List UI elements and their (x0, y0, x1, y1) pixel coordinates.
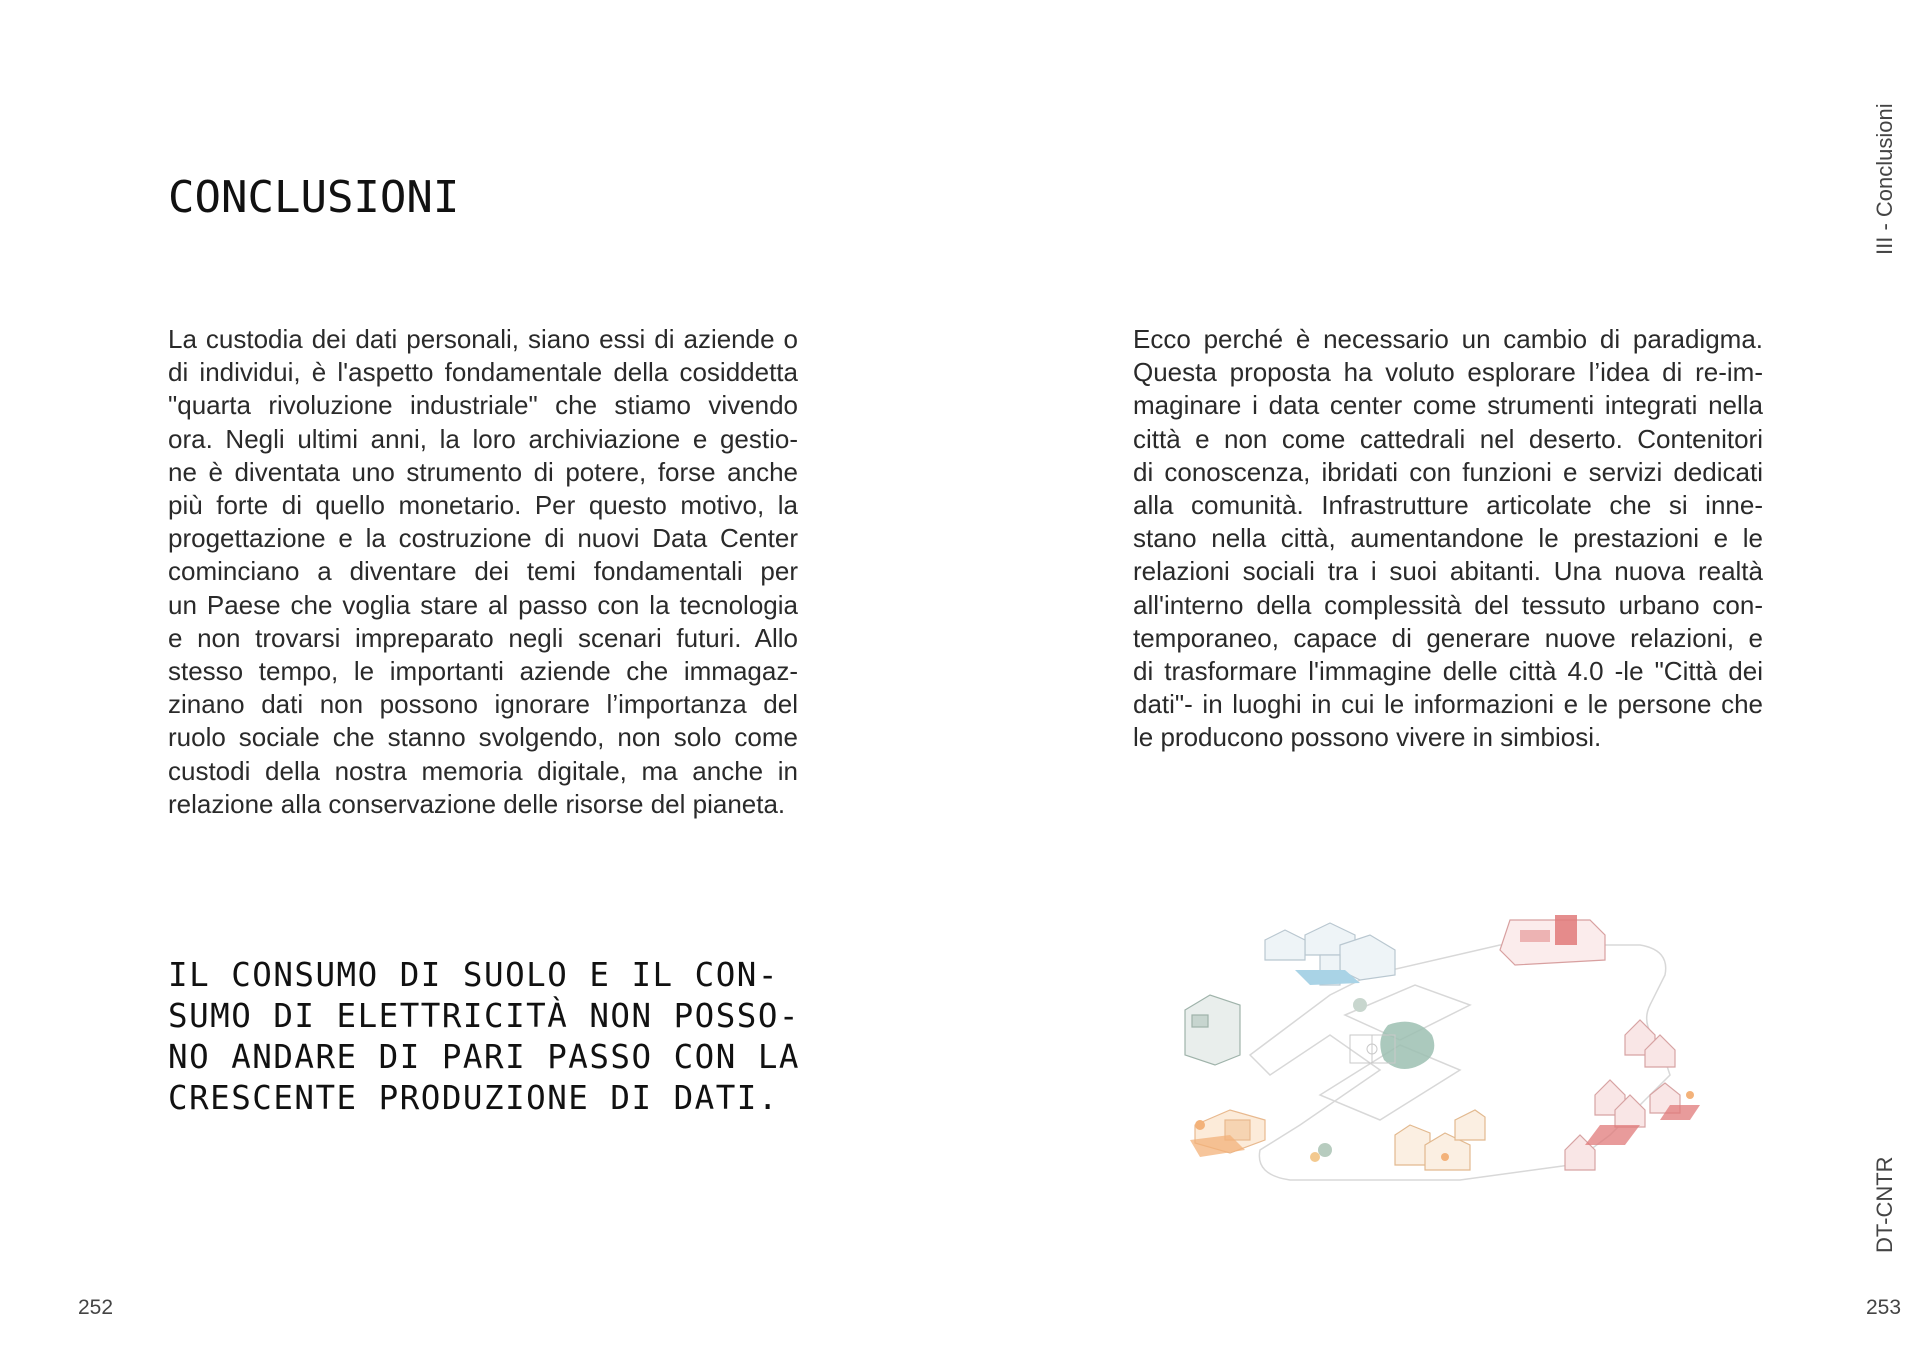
text-line: di individui, è l'aspetto fondamentale della cosiddetta (168, 357, 798, 388)
text-line: stesso tempo, le importanti aziende che immagaz- (168, 656, 798, 687)
page-number-right: 253 (1866, 1296, 1902, 1319)
text-line: ora. Negli ultimi anni, la loro archiviazione e gestio- (168, 423, 798, 454)
text-line: zinano dati non possono ignorare l’importanza del (168, 689, 798, 720)
text-line: alla comunità. Infrastrutture articolate che si inne- (1133, 490, 1763, 521)
page-number-left: 252 (78, 1296, 114, 1319)
text-line: ne è diventata uno strumento di potere, forse anche (168, 456, 798, 487)
text-line: La custodia dei dati personali, siano essi di aziende o (168, 324, 798, 354)
right-column (1133, 323, 1763, 755)
text-line: Questa proposta ha voluto esplorare l’idea di re-im- (1133, 357, 1763, 388)
left-column (168, 323, 798, 821)
quote-line: NO ANDARE DI PARI PASSO CON LA (168, 1038, 800, 1076)
text-line: temporaneo, capace di generare nuove relazioni, e (1133, 622, 1763, 653)
text-line: più forte di quello monetario. Per questo motivo, la (168, 490, 798, 521)
text-line: le producono possono vivere in simbiosi. (1133, 722, 1602, 753)
left-paragraph (168, 323, 798, 821)
section-label: III - Conclusioni (1872, 103, 1897, 255)
text-line: all'interno della complessità del tessuto urbano con- (1133, 589, 1763, 620)
text-line: relazione alla conservazione delle risorse del pianeta. (168, 788, 786, 819)
text-line: di conoscenza, ibridati con funzioni e servizi dedicati (1133, 456, 1763, 487)
text-line: Ecco perché è necessario un cambio di paradigma. (1133, 324, 1763, 354)
text-line: relazioni sociali tra i suoi abitanti. Una nuova realtà (1133, 556, 1763, 587)
text-line: dati"- in luoghi in cui le informazioni e le persone che (1133, 689, 1763, 720)
text-line: un Paese che voglia stare al passo con la tecnologia (168, 589, 798, 620)
text-line: ruolo sociale che stanno svolgendo, non solo come (168, 722, 798, 753)
page-title: CONCLUSIONI (168, 172, 460, 223)
quote-line: SUMO DI ELETTRICITÀ NON POSSO- (168, 997, 800, 1035)
text-line: "quarta rivoluzione industriale" che stiamo vivendo (168, 390, 798, 421)
text-line: città e non come cattedrali nel deserto. Contenitori (1133, 423, 1763, 454)
quote-line: CRESCENTE PRODUZIONE DI DATI. (168, 1079, 779, 1117)
text-line: cominciano a diventare dei temi fondamentali per (168, 556, 798, 587)
document-label: DT-CNTR (1872, 1156, 1897, 1253)
text-line: di trasformare l'immagine delle città 4.0 -le "Città dei (1133, 656, 1763, 687)
text-line: e non trovarsi impreparato negli scenari futuri. Allo (168, 622, 798, 653)
right-paragraph (1133, 323, 1763, 755)
pull-quote (168, 955, 798, 1119)
quote-line: IL CONSUMO DI SUOLO E IL CON- (168, 956, 779, 994)
text-line: stano nella città, aumentandone le prestazioni e le (1133, 523, 1763, 554)
city-illustration (1170, 895, 1710, 1200)
text-line: custodi della nostra memoria digitale, ma anche in (168, 755, 798, 786)
text-line: progettazione e la costruzione di nuovi Data Center (168, 523, 798, 554)
text-line: maginare i data center come strumenti integrati nella (1133, 390, 1763, 421)
